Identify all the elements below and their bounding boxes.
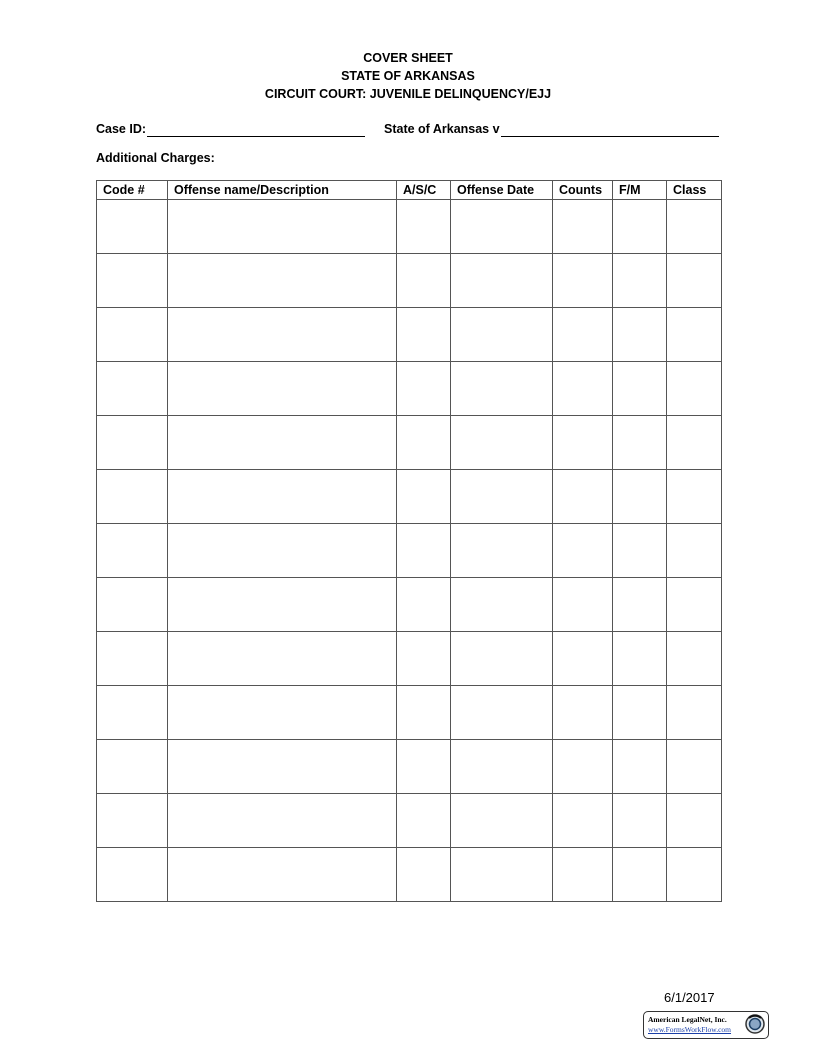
cell-asc[interactable] bbox=[397, 632, 451, 686]
cell-code[interactable] bbox=[97, 740, 168, 794]
cell-offense-date[interactable] bbox=[451, 254, 553, 308]
cell-counts[interactable] bbox=[553, 200, 613, 254]
col-header-offense: Offense name/Description bbox=[168, 181, 397, 200]
form-date: 6/1/2017 bbox=[664, 990, 715, 1005]
cell-counts[interactable] bbox=[553, 254, 613, 308]
cell-asc[interactable] bbox=[397, 740, 451, 794]
state-v-label: State of Arkansas v bbox=[384, 122, 500, 136]
cell-class[interactable] bbox=[667, 470, 722, 524]
cell-offense[interactable] bbox=[168, 686, 397, 740]
additional-charges-label: Additional Charges: bbox=[96, 151, 215, 165]
cell-asc[interactable] bbox=[397, 308, 451, 362]
cell-offense[interactable] bbox=[168, 254, 397, 308]
cell-offense-date[interactable] bbox=[451, 632, 553, 686]
cell-counts[interactable] bbox=[553, 362, 613, 416]
cell-code[interactable] bbox=[97, 254, 168, 308]
cell-class[interactable] bbox=[667, 416, 722, 470]
cell-offense[interactable] bbox=[168, 416, 397, 470]
cell-fm[interactable] bbox=[613, 524, 667, 578]
cell-asc[interactable] bbox=[397, 578, 451, 632]
table-row bbox=[97, 254, 722, 308]
cell-counts[interactable] bbox=[553, 578, 613, 632]
col-header-counts: Counts bbox=[553, 181, 613, 200]
cell-fm[interactable] bbox=[613, 740, 667, 794]
col-header-offense-date: Offense Date bbox=[451, 181, 553, 200]
case-id-label: Case ID: bbox=[96, 122, 147, 136]
cell-fm[interactable] bbox=[613, 632, 667, 686]
cell-offense-date[interactable] bbox=[451, 470, 553, 524]
cell-offense[interactable] bbox=[168, 740, 397, 794]
title-court: CIRCUIT COURT: JUVENILE DELINQUENCY/EJJ bbox=[264, 87, 552, 101]
cell-offense[interactable] bbox=[168, 200, 397, 254]
cell-code[interactable] bbox=[97, 200, 168, 254]
cell-code[interactable] bbox=[97, 848, 168, 902]
cell-fm[interactable] bbox=[613, 470, 667, 524]
cell-counts[interactable] bbox=[553, 308, 613, 362]
table-row bbox=[97, 524, 722, 578]
cell-offense-date[interactable] bbox=[451, 740, 553, 794]
table-row bbox=[97, 308, 722, 362]
title-cover-sheet: COVER SHEET bbox=[363, 51, 453, 65]
cell-offense-date[interactable] bbox=[451, 794, 553, 848]
cell-offense-date[interactable] bbox=[451, 200, 553, 254]
cell-code[interactable] bbox=[97, 524, 168, 578]
table-row bbox=[97, 416, 722, 470]
cell-fm[interactable] bbox=[613, 362, 667, 416]
cell-counts[interactable] bbox=[553, 632, 613, 686]
cell-class[interactable] bbox=[667, 686, 722, 740]
cell-class[interactable] bbox=[667, 308, 722, 362]
cell-code[interactable] bbox=[97, 416, 168, 470]
col-header-code: Code # bbox=[97, 181, 168, 200]
cell-offense[interactable] bbox=[168, 578, 397, 632]
cell-asc[interactable] bbox=[397, 524, 451, 578]
cell-class[interactable] bbox=[667, 848, 722, 902]
cell-class[interactable] bbox=[667, 524, 722, 578]
cell-offense[interactable] bbox=[168, 632, 397, 686]
table-row bbox=[97, 362, 722, 416]
cell-class[interactable] bbox=[667, 632, 722, 686]
cell-code[interactable] bbox=[97, 470, 168, 524]
table-row bbox=[97, 794, 722, 848]
cell-asc[interactable] bbox=[397, 416, 451, 470]
cell-asc[interactable] bbox=[397, 686, 451, 740]
cell-class[interactable] bbox=[667, 254, 722, 308]
table-row bbox=[97, 632, 722, 686]
logo-company: American LegalNet, Inc. bbox=[648, 1015, 727, 1024]
cell-class[interactable] bbox=[667, 578, 722, 632]
cell-counts[interactable] bbox=[553, 740, 613, 794]
cell-class[interactable] bbox=[667, 200, 722, 254]
cell-offense[interactable] bbox=[168, 470, 397, 524]
cell-counts[interactable] bbox=[553, 848, 613, 902]
cell-offense[interactable] bbox=[168, 362, 397, 416]
cell-fm[interactable] bbox=[613, 848, 667, 902]
cell-fm[interactable] bbox=[613, 200, 667, 254]
cell-code[interactable] bbox=[97, 794, 168, 848]
table-row bbox=[97, 686, 722, 740]
cell-fm[interactable] bbox=[613, 794, 667, 848]
cell-code[interactable] bbox=[97, 308, 168, 362]
title-state: STATE OF ARKANSAS bbox=[341, 69, 475, 83]
cell-code[interactable] bbox=[97, 578, 168, 632]
cell-class[interactable] bbox=[667, 794, 722, 848]
cell-offense-date[interactable] bbox=[451, 848, 553, 902]
charges-table bbox=[96, 180, 722, 902]
publisher-logo bbox=[643, 1011, 769, 1039]
col-header-asc: A/S/C bbox=[397, 181, 451, 200]
cell-asc[interactable] bbox=[397, 794, 451, 848]
table-header-row bbox=[97, 181, 722, 200]
logo-website-link[interactable]: www.FormsWorkFlow.com bbox=[648, 1025, 732, 1034]
table-row bbox=[97, 848, 722, 902]
cell-offense-date[interactable] bbox=[451, 362, 553, 416]
cell-offense[interactable] bbox=[168, 794, 397, 848]
cell-counts[interactable] bbox=[553, 470, 613, 524]
cell-fm[interactable] bbox=[613, 416, 667, 470]
cell-offense[interactable] bbox=[168, 308, 397, 362]
cell-code[interactable] bbox=[97, 686, 168, 740]
cell-asc[interactable] bbox=[397, 848, 451, 902]
cell-offense-date[interactable] bbox=[451, 524, 553, 578]
col-header-fm: F/M bbox=[613, 181, 667, 200]
col-header-class: Class bbox=[667, 181, 722, 200]
cell-offense-date[interactable] bbox=[451, 686, 553, 740]
cell-asc[interactable] bbox=[397, 470, 451, 524]
case-id-field[interactable] bbox=[147, 122, 365, 137]
cell-class[interactable] bbox=[667, 362, 722, 416]
cell-asc[interactable] bbox=[397, 254, 451, 308]
table-row bbox=[97, 200, 722, 254]
cell-asc[interactable] bbox=[397, 200, 451, 254]
cell-offense-date[interactable] bbox=[451, 416, 553, 470]
cell-offense[interactable] bbox=[168, 848, 397, 902]
cell-fm[interactable] bbox=[613, 254, 667, 308]
table-row bbox=[97, 470, 722, 524]
cell-class[interactable] bbox=[667, 740, 722, 794]
cell-fm[interactable] bbox=[613, 578, 667, 632]
cell-counts[interactable] bbox=[553, 686, 613, 740]
cell-asc[interactable] bbox=[397, 362, 451, 416]
cell-offense-date[interactable] bbox=[451, 308, 553, 362]
cell-code[interactable] bbox=[97, 632, 168, 686]
cell-code[interactable] bbox=[97, 362, 168, 416]
cell-counts[interactable] bbox=[553, 416, 613, 470]
defendant-name-field[interactable] bbox=[501, 122, 719, 137]
cell-offense[interactable] bbox=[168, 524, 397, 578]
table-row bbox=[97, 740, 722, 794]
globe-icon bbox=[745, 1014, 765, 1034]
cell-counts[interactable] bbox=[553, 524, 613, 578]
cell-fm[interactable] bbox=[613, 686, 667, 740]
cell-counts[interactable] bbox=[553, 794, 613, 848]
cell-fm[interactable] bbox=[613, 308, 667, 362]
table-row bbox=[97, 578, 722, 632]
cell-offense-date[interactable] bbox=[451, 578, 553, 632]
